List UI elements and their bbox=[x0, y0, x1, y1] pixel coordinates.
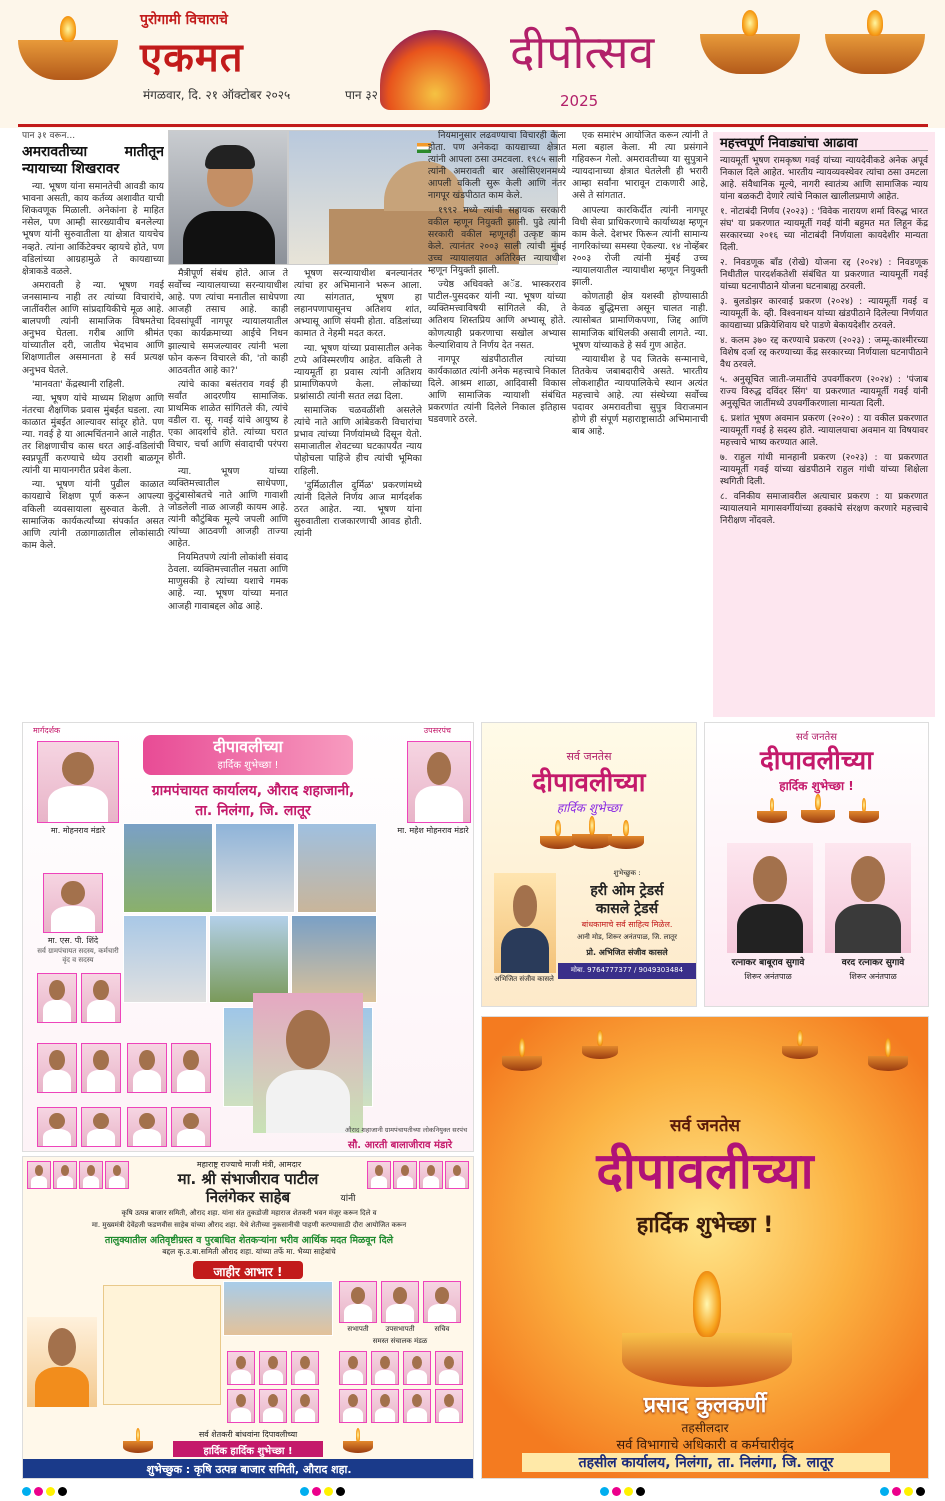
greeting-banner bbox=[143, 735, 353, 775]
paragraph: नियमानुसार लढवण्याचा विचारही केला होता. पण अनेकदा कायद्याच्या क्षेत्रात त्यांनी आपला ठसा उमटवला. १९८५ साली त्यांनी अमरावती बार असोसिएशनमध्ये आपली वकिली सुरू केली आणि नंतर नागपूर खंडपीठात काम केले. bbox=[428, 130, 566, 202]
paragraph: नागपूर खंडपीठातील त्यांच्या कार्यकाळात त्यांनी अनेक महत्त्वाचे निकाल दिले. आश्रम शाळा, आदिवासी विकास आणि सामाजिक न्यायाशी संबंधित प्रकरणांत त्यांनी दिलेले निकाल इतिहास घडवणारे ठरले. bbox=[428, 353, 566, 426]
greeting: दीपावलीच्या bbox=[532, 768, 646, 798]
tahsil-office-ad bbox=[481, 1016, 929, 1479]
member-photo bbox=[339, 1389, 367, 1423]
person-photo bbox=[727, 843, 813, 953]
diya-icon bbox=[540, 819, 576, 849]
person-photo bbox=[43, 873, 103, 933]
greeting: दीपावलीच्या bbox=[596, 1142, 814, 1200]
address: आनी मोड, शिरूर अनंतपाळ, जि. लातूर bbox=[576, 933, 678, 941]
big-diya-icon bbox=[622, 1267, 792, 1387]
org-place: ता. निलंगा, जि. लातूर bbox=[195, 803, 311, 819]
paragraph: न्या. भूषण यांच्या प्रवासातील अनेक टप्पे अविस्मरणीय आहेत. वकिली ते न्यायमूर्ती हा प्रवास त्यांनी अतिशय प्रामाणिकपणे केला. लोकांच्या प्रश्नांसाठी त्यांनी सतत लढा दिला. bbox=[294, 342, 422, 402]
registration-marks bbox=[22, 1487, 67, 1496]
paragraph: ज्येष्ठ अधिवक्ते अॅड. भास्करराव पाटील-पुसदकर यांनी न्या. भूषण यांच्या व्यक्तिमत्त्वाविषयी सांगितले की, ते अतिशय शिस्तप्रिय आणि अभ्यासू होते. कोणत्याही प्रकरणाचा सखोल अभ्यास केल्याशिवाय ते निर्णय देत नसत. bbox=[428, 279, 566, 351]
article-column-4 bbox=[428, 130, 566, 718]
greeting: दीपावलीच्या bbox=[760, 746, 873, 776]
person-place: शिरूर अनंतपाळ bbox=[744, 972, 792, 981]
firm-name: हरी ओम ट्रेडर्स bbox=[590, 883, 664, 899]
paragraph: न्या. भूषण यांचे माध्यम शिक्षण आणि नंतरचा शैक्षणिक प्रवास मुंबईत घडला. त्या काळात मुंबईत आल्यावर सांदूर होते. पण न्या. गवई हे या आत्मचिंतनाने आले नाहीत. तर शिक्षणाचीच कास धरत आई-वडिलांची स्वप्नपूर्ती करण्याचे ध्येय उराशी बाळगून त्यांनी या मायानगरीत प्रवेश केला. bbox=[22, 392, 164, 477]
judgments-sidebar bbox=[713, 132, 935, 717]
officer-photo bbox=[381, 1281, 419, 1323]
member-photo bbox=[171, 1043, 211, 1093]
diya-icon bbox=[572, 815, 612, 849]
sidebar-item: ८. वनिकीय समाजावरील अत्याचार प्रकरण : या प्रकरणात न्यायालयाने मागासवर्गीयांच्या हक्कांचे संरक्षण करणारे महत्त्वाचे निरीक्षण नोंदवले. bbox=[720, 492, 928, 526]
member-photo bbox=[37, 973, 77, 1023]
phone-number: मोबा. 9764777377 / 9049303484 bbox=[558, 963, 696, 979]
village-photo bbox=[123, 915, 207, 1003]
leader-photo bbox=[27, 1161, 51, 1189]
page-number: पान ३२ bbox=[345, 88, 378, 102]
edition-year: 2025 bbox=[560, 92, 599, 110]
rangoli-decoration bbox=[380, 30, 490, 110]
diya-icon bbox=[343, 1427, 373, 1453]
officer-role: सचिव bbox=[434, 1325, 450, 1333]
registration-marks bbox=[600, 1487, 645, 1496]
member-photo bbox=[81, 1043, 121, 1093]
greeting-sub: हार्दिक शुभेच्छा bbox=[556, 801, 622, 815]
sarpanch-caption: औराद शहाजानी ग्रामपंचायतीच्या लोकनियुक्त सरपंच bbox=[344, 1126, 468, 1134]
officer-role: उपसभापती bbox=[385, 1325, 415, 1333]
tagline: बांधकामाचे सर्व साहित्य मिळेल. bbox=[581, 920, 673, 929]
paragraph: न्यायाधीश हे पद जितके सन्मानाचे, तितकेच जबाबदारीचे असते. भारतीय लोकशाहीत न्यायपालिकेचे स्थान अत्यंत महत्त्वाचे आहे. त्या संस्थेच्या सर्वोच्च पदावर अमरावतीचा सुपुत्र विराजमान होणे ही संपूर्ण महाराष्ट्रासाठी अभिमानाची बाब आहे. bbox=[572, 353, 708, 438]
officer-photo bbox=[339, 1281, 377, 1323]
member-photo bbox=[81, 973, 121, 1023]
diya-icon bbox=[608, 819, 644, 849]
member-photo bbox=[259, 1351, 287, 1385]
diya-icon bbox=[123, 1427, 153, 1453]
paragraph: 'मानवता' केंद्रस्थानी राहिली. bbox=[32, 378, 125, 390]
footer-line: सर्व शेतकरी बांधवांना दिपावलीच्या bbox=[198, 1430, 298, 1439]
sidebar-item: २. निवडणूक बाँड (रोखे) योजना रद्द (२०२४) : निवडणूक निधीतील पारदर्शकतेशी संबंधित या प्रकरणात न्यायमूर्ती गवई यांच्या घटनापीठाने योजना घटनाबाह्य ठरवली. bbox=[720, 258, 928, 292]
proprietor-photo bbox=[494, 873, 556, 973]
notice-panel bbox=[103, 1285, 221, 1405]
article-column-1 bbox=[22, 130, 164, 718]
diya-icon bbox=[690, 14, 800, 74]
diya-icon bbox=[757, 797, 787, 823]
notice-line: मा. मुख्यमंत्री देवेंद्रजी फडणवीस साहेब यांच्या औराद शहा. येथे शेतीच्या नुकसानीची पाहणी करण्यासाठी दौरा आयोजित करून bbox=[91, 1221, 407, 1229]
village-photo bbox=[291, 915, 377, 1003]
ad-kicker: महाराष्ट्र राज्याचे माजी मंत्री, आमदार bbox=[196, 1160, 302, 1169]
sidebar-title: महत्त्वपूर्ण निवाड्यांचा आढावा bbox=[720, 138, 928, 151]
ad-kicker: सर्व जनतेस bbox=[669, 1116, 741, 1136]
paragraph: नियमितपणे त्यांनी लोकांशी संवाद ठेवला. व्यक्तिमत्त्वातील नम्रता आणि माणुसकी हे त्यांच्या यशाचे गमक आहे. न्या. भूषण यांच्या मनात आजही गावाबद्दल ओढ आहे. bbox=[168, 552, 288, 612]
person-caption: मा. एस. पी. शिंदे bbox=[47, 936, 99, 945]
masthead bbox=[0, 0, 945, 128]
paragraph: 'दुर्मिळातील दुर्मिळ' प्रकरणांमध्ये त्यांनी दिलेले निर्णय आज मार्गदर्शक ठरत आहेत. न्या. भूषण यांना सुरुवातीला राजकारणाची आवड होती. त्यांनी bbox=[294, 479, 422, 539]
article-column-2 bbox=[168, 268, 288, 718]
greeting-sub: हार्दिक शुभेच्छा ! bbox=[217, 760, 279, 771]
sidebar-item: न्यायमूर्ती भूषण रामकृष्ण गवई यांच्या न्यायदेवीकडे अनेक अपूर्व निकाल दिले आहेत. भारतीय न्यायव्यवस्थेवर त्यांचा ठसा उमटला आहे. संवैधानिक मूल्ये, नागरी स्वातंत्र्य आणि सामाजिक न्याय यांना बळकटी देणारे त्यांचे निकाल खालीलप्रमाणे आहेत. bbox=[720, 156, 928, 202]
village-photo bbox=[209, 915, 289, 1003]
paragraph: अमरावती हे न्या. भूषण गवई जनसामान्य नाही तर त्यांच्या विचारांचे, जातींवरील आणि सांप्रदायिकीचे मूळ आहे. बालपणी त्यांनी सामाजिक विषमतेचा अनुभव घेतला. गरीब आणि श्रीमंत यांच्यातील दरी, जातीय भेदभाव आणि शिक्षणातील असमानता हे सर्व प्रत्यक्ष अनुभव घेतले. bbox=[22, 279, 164, 376]
judge-photo bbox=[168, 130, 288, 265]
member-photo bbox=[291, 1389, 319, 1423]
paragraph: भूषण सरन्यायाधीश बनल्यानंतर त्यांचा हर अभिमानाने भरून आला. त्या सांगतात, भूषण हा लहानपणापासूनच अतिशय शांत, अभ्यासू आणि संयमी होता. वडिलांच्या कामात ते नेहमी मदत करत. bbox=[294, 268, 422, 340]
diya-icon bbox=[782, 1029, 818, 1059]
member-photo bbox=[435, 1389, 463, 1423]
sidebar-item: ५. अनुसूचित जाती-जमातींचे उपवर्गीकरण (२०२४) : 'पंजाब राज्य विरुद्ध दविंदर सिंग' या प्रकरणात न्यायमूर्ती गवई यांनी अनुसूचित जातींमध्ये उपवर्गीकरणाला मान्यता दिली. bbox=[720, 375, 928, 409]
diya-icon bbox=[582, 1029, 618, 1059]
brand-kicker: पुरोगामी विचाराचे bbox=[140, 12, 228, 28]
ad-kicker: सर्व जनतेस bbox=[566, 750, 612, 763]
person-photo bbox=[825, 843, 911, 953]
edition-title: दीपोत्सव bbox=[510, 25, 655, 79]
paragraph: सामाजिक चळवळींशी असलेले त्यांचे नाते आणि आंबेडकरी विचारांचा प्रभाव त्यांच्या निर्णयांमध्ये दिसून येतो. समाजातील शेवटच्या घटकापर्यंत न्याय पोहोचला पाहिजे हीच त्यांची भूमिका राहिली. bbox=[294, 405, 422, 477]
issue-date: मंगळवार, दि. २१ ऑक्टोबर २०२५ bbox=[143, 88, 291, 102]
thanks-banner: जाहीर आभार ! bbox=[193, 1261, 303, 1279]
org-name: ग्रामपंचायत कार्यालय, औराद शहाजानी, bbox=[151, 783, 355, 799]
member-photo bbox=[371, 1351, 399, 1385]
greeting-sub: हार्दिक शुभेच्छा ! bbox=[636, 1213, 774, 1238]
sugave-ad bbox=[704, 722, 929, 1007]
greeting: दीपावलीच्या bbox=[213, 737, 283, 756]
leader-name: मा. श्री संभाजीराव पाटील bbox=[177, 1170, 319, 1188]
right-label: उपसरपंच bbox=[423, 726, 451, 735]
paragraph: एक समारंभ आयोजित करून त्यांनी ते मला बहाल केला. मी त्या प्रसंगाने गहिवरून गेलो. अमरावतीच्या या सुपुत्राने न्यायदानाच्या क्षेत्रात घेतलेली ही भरारी आम्हा सर्वांना भारावून टाकणारी आहे, असे ते सांगतात. bbox=[572, 130, 708, 202]
ad-kicker: सर्व जनतेस bbox=[796, 732, 837, 743]
paragraph: आपल्या कारकिर्दीत त्यांनी नागपूर विधी सेवा प्राधिकरणाचे कार्याध्यक्ष म्हणून काम केले. देशभर फिरून त्यांनी सामान्य नागरिकांच्या समस्या ऐकल्या. १४ नोव्हेंबर २००३ रोजी त्यांनी मुंबई उच्च न्यायालयातील न्यायाधीश म्हणून नियुक्ती झाली. bbox=[572, 204, 708, 289]
officer-role: सभापती bbox=[347, 1325, 369, 1333]
person-photo bbox=[407, 741, 471, 823]
members-title: सर्व ग्रामपंचायत सदस्य, कर्मचारी वृंद व सदस्य bbox=[37, 947, 119, 964]
person-name: रत्नाकर बाबूराव सुगावे bbox=[731, 958, 805, 968]
notice-line: बद्दल कृ.उ.बा.समिती औराद शहा. यांच्या तर्फे मा. भैय्या साहेबांचे bbox=[162, 1247, 336, 1256]
paragraph: मैत्रीपूर्ण संबंध होते. आज ते सर्वोच्च न्यायालयाच्या सरन्यायाधीश आहे. पण त्यांचा मनातील साधेपणा आजही तसाच आहे. काही दिवसांपूर्वी नागपूर न्यायालयातील एका कार्यक्रमाच्या आईचे निधन झाल्याचे समजल्यावर त्यांनी भला फोन करून विचारले की, 'तो काही आठवतीत आहे का?' bbox=[168, 268, 288, 376]
sidebar-item: ७. राहुल गांधी मानहानी प्रकरण (२०२३) : या प्रकरणात न्यायमूर्ती गवई यांच्या खंडपीठाने राहुल गांधी यांच्या शिक्षेला स्थगिती दिली. bbox=[720, 453, 928, 487]
left-label: मार्गदर्शक bbox=[33, 726, 61, 735]
diya-icon bbox=[801, 793, 835, 823]
registration-marks bbox=[300, 1487, 345, 1496]
market-building-photo bbox=[223, 1281, 333, 1336]
masthead-rule bbox=[18, 124, 928, 127]
sidebar-item: ४. कलम ३७० रद्द करण्याचे प्रकरण (२०२३) : जम्मू-काश्मीरच्या विशेष दर्जा रद्द करण्याच्या केंद्र सरकारच्या निर्णयाला घटनापीठाने वैध ठरवले. bbox=[720, 336, 928, 370]
staff-line: सर्व विभागाचे अधिकारी व कर्मचारीवृंद bbox=[616, 1438, 794, 1453]
grampanchayat-ad bbox=[22, 722, 474, 1152]
sidebar-item: ३. बुलडोझर कारवाई प्रकरण (२०२४) : न्यायमूर्ती गवई व न्यायमूर्ती के. व्ही. विश्वनाथन यांच्या खंडपीठाने दिलेल्या निर्णयात कायद्याच्या प्रक्रियेशिवाय घरे पाडणे बेकायदेशीर ठरवले. bbox=[720, 297, 928, 331]
leader-photo bbox=[445, 1161, 469, 1189]
member-photo bbox=[127, 1107, 167, 1147]
diya-icon bbox=[815, 14, 935, 74]
member-photo bbox=[435, 1351, 463, 1385]
member-photo bbox=[37, 1107, 77, 1147]
village-photo bbox=[123, 823, 213, 913]
paragraph: त्यांचे काका बसंतराव गवई ही सर्वांत आदरणीय सामाजिक. प्राथमिक शाळेत सांगितले की, त्यांचे वडील रा. सू. गवई यांचे आयुष्य हे एका आदर्शाचे होते. त्यांच्या घरात विचार, चर्चा आणि संवादाची परंपरा होती. bbox=[168, 378, 288, 463]
leader-photo bbox=[393, 1161, 417, 1189]
member-photo bbox=[227, 1351, 255, 1385]
member-photo bbox=[371, 1389, 399, 1423]
person-caption: मा. मोहनराव मंडारे bbox=[50, 826, 106, 835]
sidebar-item: १. नोटाबंदी निर्णय (२०२३) : 'विवेक नारायण शर्मा विरुद्ध भारत संघ' या प्रकरणात न्यायमूर्ती गवई यांनी बहुमत मत लिहून केंद्र सरकारच्या २०१६ च्या नोटाबंदी निर्णयाला कायदेशीर मान्यता दिली. bbox=[720, 207, 928, 253]
paragraph: कोणताही क्षेत्र यशस्वी होण्यासाठी केवळ बुद्धिमत्ता असून चालत नाही. त्यासोबत प्रामाणिकपणा, जिद्द आणि सामाजिक बांधिलकी असावी लागते. न्या. भूषण यांच्याकडे हे सर्व गुण आहेत. bbox=[572, 291, 708, 351]
shubhechhuk-label: शुभेच्छुक : bbox=[613, 869, 641, 877]
sarpanch-photo bbox=[253, 993, 363, 1133]
member-photo bbox=[227, 1389, 255, 1423]
diya-icon bbox=[849, 797, 879, 823]
article-column-3 bbox=[294, 268, 422, 718]
leader-portrait bbox=[27, 1317, 97, 1407]
registration-marks bbox=[880, 1487, 925, 1496]
paragraph: न्या. भूषण यांना समानतेची आवडी काय भावना असती, काय कर्तव्य अशावीत याची शिकवणूक मिळाली. अनेकांना हे माहित नसेल, पण आम्ही सारख्यावीच बनलेल्या भूषण यांनी सुरुवातीला या क्षेत्रात यायचेच नव्हते. त्यांना आर्किटेक्चर व्हायचे होते, पण वडिलांच्या आग्रहामुळे ते कायद्याच्या क्षेत्राकडे वळले. bbox=[22, 181, 164, 277]
member-photo bbox=[37, 1043, 77, 1093]
officer-name: प्रसाद कुलकर्णी bbox=[643, 1393, 767, 1418]
footer-banner: हार्दिक हार्दिक शुभेच्छा ! bbox=[173, 1441, 323, 1457]
notice-highlight: तालुक्यातील अतिवृष्टीग्रस्त व पुरबाधित शेतकऱ्यांना भरीव आर्थिक मदत मिळवून दिले bbox=[104, 1235, 394, 1246]
greeting-sub: हार्दिक शुभेच्छा ! bbox=[779, 779, 854, 793]
firm-name: कासले ट्रेडर्स bbox=[595, 901, 659, 917]
person-place: शिरूर अनंतपाळ bbox=[849, 972, 897, 981]
officer-role: तहसीलदार bbox=[681, 1421, 729, 1435]
member-photo bbox=[291, 1351, 319, 1385]
leader-photo bbox=[105, 1161, 129, 1189]
person-photo bbox=[37, 741, 119, 823]
member-photo bbox=[339, 1351, 367, 1385]
leader-photo bbox=[79, 1161, 103, 1189]
diya-icon bbox=[502, 1037, 542, 1071]
leader-name-2: निलंगेकर साहेब bbox=[205, 1188, 291, 1206]
member-photo bbox=[259, 1389, 287, 1423]
paragraph: १९९२ मध्ये त्यांची सहायक सरकारी वकील म्हणून नियुक्ती झाली. पुढे त्यांनी सरकारी वकील म्हणूनही उत्कृष्ट काम केले. त्यानंतर २००३ साली त्यांची मुंबई उच्च न्यायालयात अतिरिक्त न्यायाधीश म्हणून नियुक्ती झाली. bbox=[428, 204, 566, 277]
members-caption: समस्त संचालक मंडळ bbox=[372, 1337, 428, 1345]
yani: यांनी bbox=[340, 1194, 356, 1204]
brand-logo: एकमत bbox=[140, 35, 244, 81]
leader-photo bbox=[419, 1161, 443, 1189]
person-name: वरद रत्नाकर सुगावे bbox=[841, 958, 905, 968]
person-caption: अभिजित संजीव कासले bbox=[494, 975, 554, 983]
hariom-traders-ad bbox=[481, 722, 697, 1007]
officer-photo bbox=[423, 1281, 461, 1323]
article-column-5 bbox=[572, 130, 708, 718]
proprietor: प्रो. अभिजित संजीव कासले bbox=[586, 948, 668, 957]
diya-icon bbox=[8, 20, 128, 80]
shubhechhuk-bar: शुभेच्छुक : कृषि उत्पन्न बाजार समिती, औराद शहा. bbox=[23, 1459, 474, 1479]
notice-line: कृषि उत्पन्न बाजार समिती, औराद शहा. यांना संत तुकडोजी महाराज शेतकरी भवन मंजूर करून दिले व bbox=[121, 1209, 377, 1217]
office-name: तहसील कार्यालय, निलंगा, ता. निलंगा, जि. लातूर bbox=[522, 1453, 890, 1472]
member-photo bbox=[171, 1107, 211, 1147]
leader-photo bbox=[367, 1161, 391, 1189]
member-photo bbox=[127, 1043, 167, 1093]
village-photo bbox=[297, 823, 377, 913]
article-headline: अमरावतीच्या मातीतून न्यायाच्या शिखरावर bbox=[22, 144, 164, 178]
village-photo bbox=[215, 823, 295, 913]
paragraph: न्या. भूषण यांनी पुढील काळात कायद्याचे शिक्षण पूर्ण करून आपल्या वकिली व्यवसायाला सुरुवात केली. ते सामाजिक कार्यकर्त्यांच्या संपर्कात असत आणि त्यांनी तळागाळातील लोकांसाठी काम केले. bbox=[22, 479, 164, 551]
member-photo bbox=[81, 1107, 121, 1147]
diya-icon bbox=[868, 1037, 908, 1071]
sarpanch-name: सौ. आरती बालाजीराव मंडारे bbox=[347, 1140, 453, 1151]
member-photo bbox=[403, 1389, 431, 1423]
paragraph: न्या. भूषण यांच्या व्यक्तिमत्त्वातील साधेपणा, कुटुंबासोबतचे नाते आणि गावाशी जोडलेली नाळ आजही कायम आहे. त्यांनी कौटुंबिक मूल्ये जपली आणि त्यांच्या आठवणी आजही ताज्या आहेत. bbox=[168, 465, 288, 550]
leader-photo bbox=[53, 1161, 77, 1189]
jump-line: पान ३१ वरून... bbox=[22, 131, 76, 141]
market-committee-ad bbox=[22, 1156, 474, 1479]
sidebar-item: ६. प्रशांत भूषण अवमान प्रकरण (२०२०) : या वकील प्रकरणात न्यायमूर्ती गवई हे सदस्य होते. न्यायालयाचा अवमान या विषयावर महत्त्वाचे भाष्य करण्यात आले. bbox=[720, 414, 928, 448]
member-photo bbox=[403, 1351, 431, 1385]
person-caption: मा. महेश मोहनराव मंडारे bbox=[397, 826, 469, 835]
